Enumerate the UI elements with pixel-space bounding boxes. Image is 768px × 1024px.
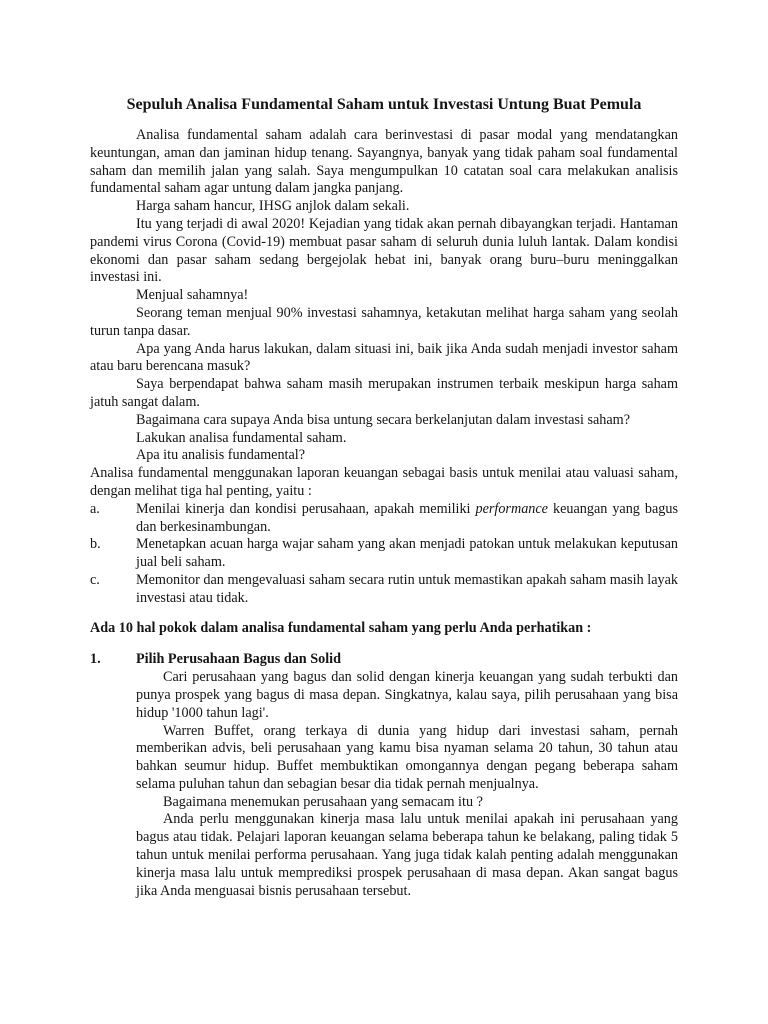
- section-title: Pilih Perusahaan Bagus dan Solid: [136, 651, 341, 668]
- document-body: [90, 127, 678, 900]
- list-text: Memonitor dan mengevaluasi saham secara rutin untuk memastikan apakah saham masih layak investasi atau tidak.: [136, 571, 678, 606]
- list-marker: c.: [90, 571, 100, 588]
- definition-paragraph: Analisa fundamental menggunakan laporan keuangan sebagai basis untuk menilai atau valuasi saham, dengan melihat tiga hal penting, yaitu :: [90, 465, 678, 499]
- section-number: 1.: [90, 651, 101, 668]
- section-paragraph: Cari perusahaan yang bagus dan solid dengan kinerja keuangan yang sudah terbukti dan punya prospek yang bagus di masa depan. Singkatnya, kalau saya, pilih perusahaan yang bisa hidup '1000 tahun lagi'.: [136, 669, 678, 721]
- section-body: [136, 669, 678, 900]
- list-marker: b.: [90, 536, 101, 553]
- list-text: Menetapkan acuan harga wajar saham yang akan menjadi patokan untuk melakukan keputusan jual beli saham.: [136, 536, 678, 571]
- intro-paragraph: Analisa fundamental saham adalah cara berinvestasi di pasar modal yang mendatangkan keuntungan, aman dan jaminan hidup tenang. Sayangnya, banyak yang tidak paham soal fundamental saham dan memilih jalan yang salah. Saya mengumpulkan 10 catatan soal cara melakukan analisis fundamental saham agar untung dalam jangka panjang.: [90, 127, 678, 197]
- intro-paragraph: Bagaimana cara supaya Anda bisa untung secara berkelanjutan dalam investasi saham?: [136, 411, 631, 428]
- intro-paragraph: Apa itu analisis fundamental?: [136, 447, 306, 464]
- section-heading: Ada 10 hal pokok dalam analisa fundamental saham yang perlu Anda perhatikan :: [90, 619, 592, 636]
- list-item: [90, 501, 678, 537]
- section-paragraph: Anda perlu menggunakan kinerja masa lalu untuk menilai apakah ini perusahaan yang bagus atau tidak. Pelajari laporan keuangan selama beberapa tahun ke belakang, paling tidak 5 tahun untuk menilai performa perusahaan. Yang juga tidak kalah penting adalah menggunakan kinerja masa lalu untuk memprediksi prospek perusahaan di masa depan. Akan sangat bagus jika Anda menguasai bisnis perusahaan tersebut.: [136, 811, 678, 899]
- intro-paragraph: Apa yang Anda harus lakukan, dalam situasi ini, baik jika Anda sudah menjadi investor saham atau baru berencana masuk?: [90, 340, 678, 375]
- intro-paragraph: Seorang teman menjual 90% investasi sahamnya, ketakutan melihat harga saham yang seolah turun tanpa dasar.: [90, 304, 678, 339]
- intro-paragraph: Itu yang terjadi di awal 2020! Kejadian yang tidak akan pernah dibayangkan terjadi. Hantaman pandemi virus Corona (Covid-19) membuat pasar saham di seluruh dunia luluh lantak. Dalam kondisi ekonomi dan pasar saham sedang bergejolak hebat ini, banyak orang buru–buru meninggalkan investasi ini.: [90, 215, 678, 286]
- list-text: Menilai kinerja dan kondisi perusahaan, apakah memiliki performance keuangan yang bagus dan berkesinambungan.: [136, 500, 678, 535]
- document-title: Sepuluh Analisa Fundamental Saham untuk Investasi Untung Buat Pemula: [126, 96, 642, 113]
- list-marker: a.: [90, 500, 100, 517]
- section-paragraph: Warren Buffet, orang terkaya di dunia yang hidup dari investasi saham, pernah memberikan advis, beli perusahaan yang kamu bisa nyaman selama 20 tahun, 30 tahun atau bahkan seumur hidup. Buffet membuktikan omongannya dengan pegang beberapa saham selama puluhan tahun dan sebagian besar dia tidak pernah menjualnya.: [136, 722, 678, 792]
- list-item: [90, 536, 678, 572]
- intro-paragraph: Lakukan analisa fundamental saham.: [136, 429, 347, 446]
- list-item: [90, 572, 678, 608]
- intro-paragraph: Menjual sahamnya!: [136, 287, 249, 304]
- intro-paragraph: Harga saham hancur, IHSG anjlok dalam sekali.: [136, 198, 410, 215]
- section-paragraph: Bagaimana menemukan perusahaan yang semacam itu ?: [163, 793, 483, 810]
- intro-paragraph: Saya berpendapat bahwa saham masih merupakan instrumen terbaik meskipun harga saham jatuh sangat dalam.: [90, 376, 678, 410]
- section-title-row: [90, 651, 678, 669]
- emphasis-text: performance: [475, 500, 548, 517]
